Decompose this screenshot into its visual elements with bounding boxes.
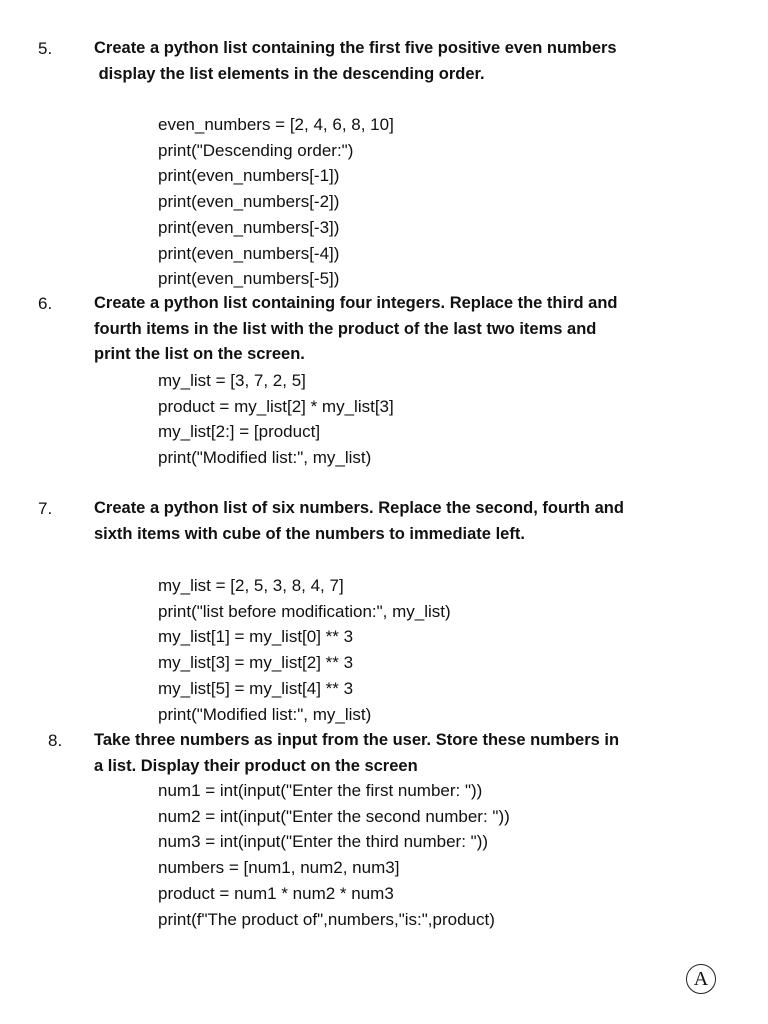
code-line: my_list = [2, 5, 3, 8, 4, 7]: [158, 576, 344, 595]
question-text: [94, 728, 694, 779]
circled-letter-mark: A: [686, 964, 716, 994]
question-text: [94, 496, 694, 547]
code-line: my_list[2:] = [product]: [158, 422, 321, 442]
code-line: my_list[3] = my_list[2] ** 3: [158, 653, 354, 673]
code-line: print(even_numbers[-2]): [158, 192, 340, 212]
code-line: product = num1 * num2 * num3: [158, 883, 394, 903]
code-line: my_list[1] = my_list[0] ** 3: [158, 627, 354, 647]
question-text-line: Create a python list containing the first five positive even numbers: [94, 39, 617, 57]
code-block: [158, 112, 394, 292]
code-line: even_numbers = [2, 4, 6, 8, 10]: [158, 115, 394, 134]
code-block: [158, 778, 510, 932]
question-text: [94, 291, 694, 368]
code-line: num3 = int(input("Enter the third number: ")): [158, 832, 489, 852]
question-text: [94, 36, 694, 87]
code-block: [158, 573, 451, 727]
code-line: print("Modified list:", my_list): [158, 704, 372, 724]
question-text-line: Create a python list of six numbers. Replace the second, fourth and: [94, 499, 624, 517]
code-line: print("Modified list:", my_list): [158, 448, 372, 468]
question-text-line: sixth items with cube of the numbers to immediate left.: [94, 524, 525, 543]
code-block: [158, 368, 394, 471]
question-text-line: a list. Display their product on the screen: [94, 756, 418, 775]
question-number: 5.: [38, 39, 53, 58]
code-line: num1 = int(input("Enter the first number: ")): [158, 781, 483, 800]
question-text-line: display the list elements in the descending order.: [94, 64, 485, 83]
question-number: 8.: [48, 731, 63, 750]
code-line: numbers = [num1, num2, num3]: [158, 858, 400, 878]
code-line: print(f"The product of",numbers,"is:",product): [158, 909, 495, 929]
question-number: 6.: [38, 294, 53, 313]
question-text-line: print the list on the screen.: [94, 345, 305, 363]
question-text-line: Create a python list containing four integers. Replace the third and: [94, 294, 618, 312]
code-line: print("list before modification:", my_list): [158, 601, 451, 621]
code-line: my_list = [3, 7, 2, 5]: [158, 371, 306, 390]
code-line: print(even_numbers[-3]): [158, 217, 340, 237]
code-line: print(even_numbers[-4]): [158, 243, 340, 263]
code-line: print(even_numbers[-1]): [158, 166, 340, 186]
code-line: print(even_numbers[-5]): [158, 269, 340, 289]
code-line: num2 = int(input("Enter the second number: ")): [158, 806, 510, 826]
question-text-line: fourth items in the list with the product of the last two items and: [94, 319, 597, 338]
code-line: print("Descending order:"): [158, 140, 354, 160]
question-text-line: Take three numbers as input from the user. Store these numbers in: [94, 731, 620, 749]
question-number: 7.: [38, 499, 53, 518]
code-line: product = my_list[2] * my_list[3]: [158, 396, 394, 416]
code-line: my_list[5] = my_list[4] ** 3: [158, 678, 354, 698]
